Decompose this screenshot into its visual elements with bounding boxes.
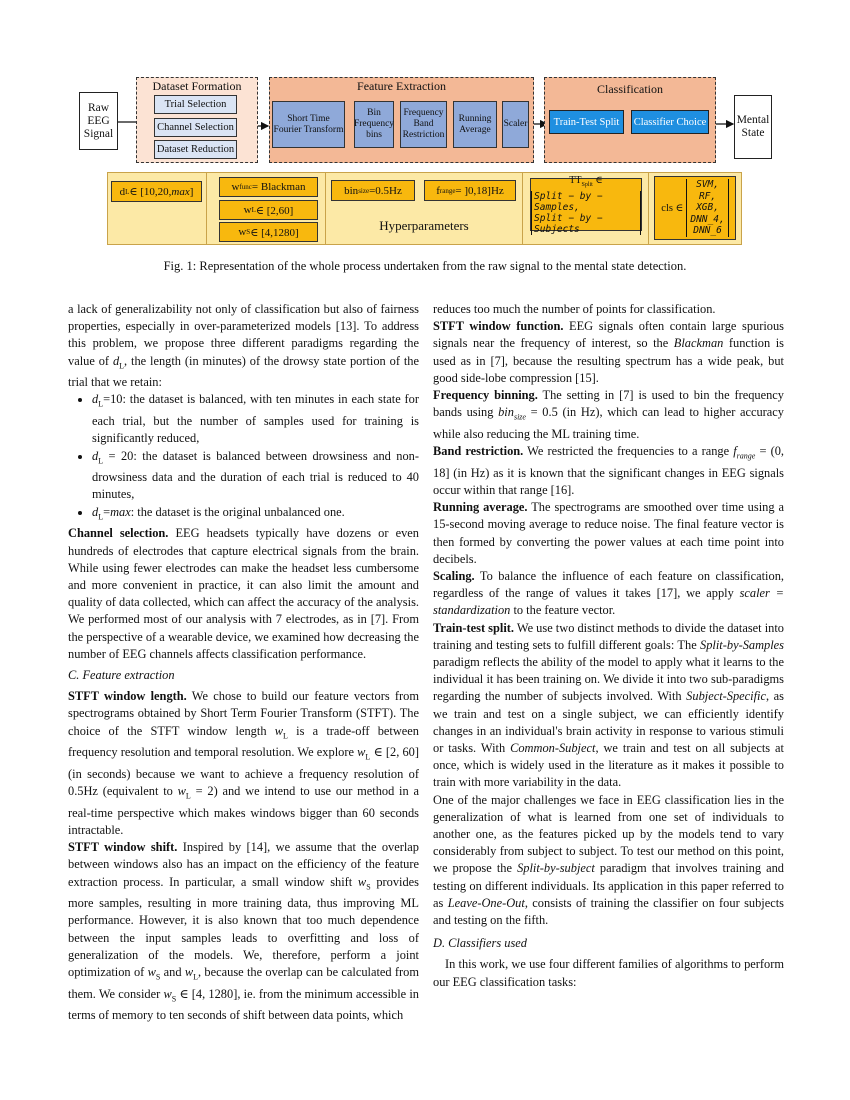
hp-frange: f range = ]0,18]Hz (424, 180, 516, 201)
hp-tt-split: $TT_{Split}$ ∈ Split − by − Samples, Split − by − Subjects (530, 178, 642, 231)
classifiers-paragraph: In this work, we use four different families of algorithms to perform our EEG classification tasks: (433, 957, 784, 989)
classifier-choice-box: Classifier Choice (631, 110, 709, 134)
mental-state-box: Mental State (734, 95, 772, 159)
stft-box: Short Time Fourier Transform (272, 101, 345, 148)
train-test-split-box: Train-Test Split (549, 110, 624, 134)
section-d-heading: D. Classifiers used (433, 936, 527, 951)
hp-classifier: cls ∈ SVM, RF, XGB, DNN_4, DNN_6 (654, 176, 736, 240)
band-restriction-box: Frequency Band Restriction (400, 101, 447, 148)
raw-eeg-signal-box: Raw EEG Signal (79, 92, 118, 150)
list-item: • $d_L=\max$: the dataset is the original unbalanced one. (92, 504, 419, 526)
channel-selection-box: Channel Selection (154, 118, 237, 137)
right-column (433, 301, 784, 991)
list-item: • $d_L = 20$: the dataset is balanced between drowsiness and non-drowsiness data and the duration of each trial is reduced to 40 minutes, (92, 448, 419, 504)
hp-bin: bin size =0.5Hz (331, 180, 415, 201)
list-item: • $d_L=10$: the dataset is balanced, with ten minutes in each state for each trial, but the number of samples used for training is significantly reduced, (92, 391, 419, 447)
hp-wl: w L ∈ [2,60] (219, 200, 318, 220)
right-paragraph-0: reduces too much the number of points for classification. (433, 302, 716, 316)
window-function-paragraph: STFT window function. EEG signals often contain large spurious signals near the frequency of interest, so the Blackman function is used as in [7], because the resulting spectrum has a wide peak, but good side-lobe compression [15]. (433, 319, 784, 385)
channel-selection-paragraph: Channel selection. EEG headsets typically have dozens or even hundreds of electrodes that capture electrical signals from the brain. While using fewer electrodes can make the headset less cumbersome and more convenient in practice, it can also limit the amount and quality of data collected, which can affect the accuracy of the analysis. We performed most of our analysis with 7 electrodes, as in [7]. From the perspective of a wearable device, we examined how decreasing the number of EEG channels affects classification performance. (68, 526, 419, 661)
running-average-box: Running Average (453, 101, 497, 148)
left-paragraph-1: a lack of generalizability not only of classification but also of fairness properties, especially in over-parameterized models [13]. To address this problem, we propose three different paradigms regarding the value of $d_L$, the length (in minutes) of the drowsy state portion of the trial that we retain: (68, 302, 419, 390)
figure-1 (0, 0, 850, 285)
hp-wfunc: w func = Blackman (219, 177, 318, 197)
figure-caption: Fig. 1: Representation of the whole process undertaken from the raw signal to the mental state detection. (163, 259, 687, 273)
section-c-heading: C. Feature extraction (68, 667, 175, 682)
hp-ws: w S ∈ [4,1280] (219, 222, 318, 242)
running-average-paragraph: Running average. The spectrograms are smoothed over time using a 15-second moving average to reduce noise. The final feature vector is then formed by converting the power values at each time point into decibels. (433, 500, 784, 566)
trial-selection-box: Trial Selection (154, 95, 237, 114)
bin-box: Bin Frequency bins (354, 101, 394, 148)
hyperparameters-label: Hyperparameters (379, 218, 469, 233)
frequency-binning-paragraph: Frequency binning. The setting in [7] is used to bin the frequency bands using bin$_{size}$ = 0.5 (in Hz), which can lead to higher accuracy while also reducing the ML training time. (433, 388, 785, 441)
classification-title: Classification (597, 82, 663, 96)
feature-extraction-title: Feature Extraction (357, 79, 446, 93)
scaler-box: Scaler (502, 101, 529, 148)
window-shift-paragraph: STFT window shift. Inspired by [14], we assume that the overlap between windows also has an impact on the efficiency of the feature extraction process. In particular, a small window shift $w_S$ provides more samples, resulting in more training data, thus improving ML performance. However, it is also known that too much dependence between the input samples leads to overfitting and loss of generalization of the models. We, therefore, perform a joint optimization of $w_S$ and $w_L$, because the overlap can be calculated from them. We consider $w_S$ ∈ [4, 1280], ie. from the minimum accessible in terms of memory to ten seconds of shift between data points, which (68, 840, 420, 1023)
generalization-paragraph: One of the major challenges we face in EEG classification lies in the generalization of what is learned from one set of individuals to another one, as the features picked up by the models tend to vary considerably from subject to subject. To test our method on this point, we propose the Split-by-subject paradigm that involves training and testing on different individuals. Its application in this paper referred to as Leave-One-Out, consists of training the classifier on four subjects and testing on the fifth. (433, 792, 785, 928)
left-column (68, 301, 419, 1025)
band-restriction-paragraph: Band restriction. We restricted the frequencies to a range $f_{range} = (0$, 18] (in Hz) as it is known that the significant changes in EEG signals occur within that range [16]. (433, 444, 784, 497)
window-length-paragraph: STFT window length. We chose to build our feature vectors from spectrograms obtained by Short Term Fourier Transform (STFT). The choice of the STFT window length $w_L$ is a trade-off between frequency resolution and temporal resolution. We explore $w_L$ ∈ [2, 60] (in seconds) because we want to achieve a frequency resolution of 0.5Hz (equivalent to $w_L = 2$) and we intend to use our method in a real-time perspective which makes windows bigger than 60 seconds intractable. (68, 689, 419, 837)
dl-paradigm-list (68, 391, 419, 525)
dataset-formation-title: Dataset Formation (152, 79, 242, 93)
train-test-split-paragraph: Train-test split. We use two distinct methods to divide the dataset into training and testing sets to fulfill different goals: The Split-by-Samples paradigm reflects the ability of the model to apply what it learns to the individual it has been training on. We divide it into two sub-paradigms regarding the number of subjects involved. With Subject-Specific, as we train and test on a single subject, we can efficiently identify changes in an individual's brain activity in response to various stimuli or tasks. With Common-Subject, we train and test on all subjects at once, which is widely used in the literature as it makes it possible to train with more variability in the data. (433, 620, 784, 790)
dataset-reduction-box: Dataset Reduction (154, 140, 237, 159)
hp-dl: d L ∈ [10,20, max ] (111, 181, 202, 202)
scaling-paragraph: Scaling. To balance the influence of each feature on classification, regardless of the range of values it takes [17], we apply scaler = standardization to the feature vector. (433, 568, 784, 618)
